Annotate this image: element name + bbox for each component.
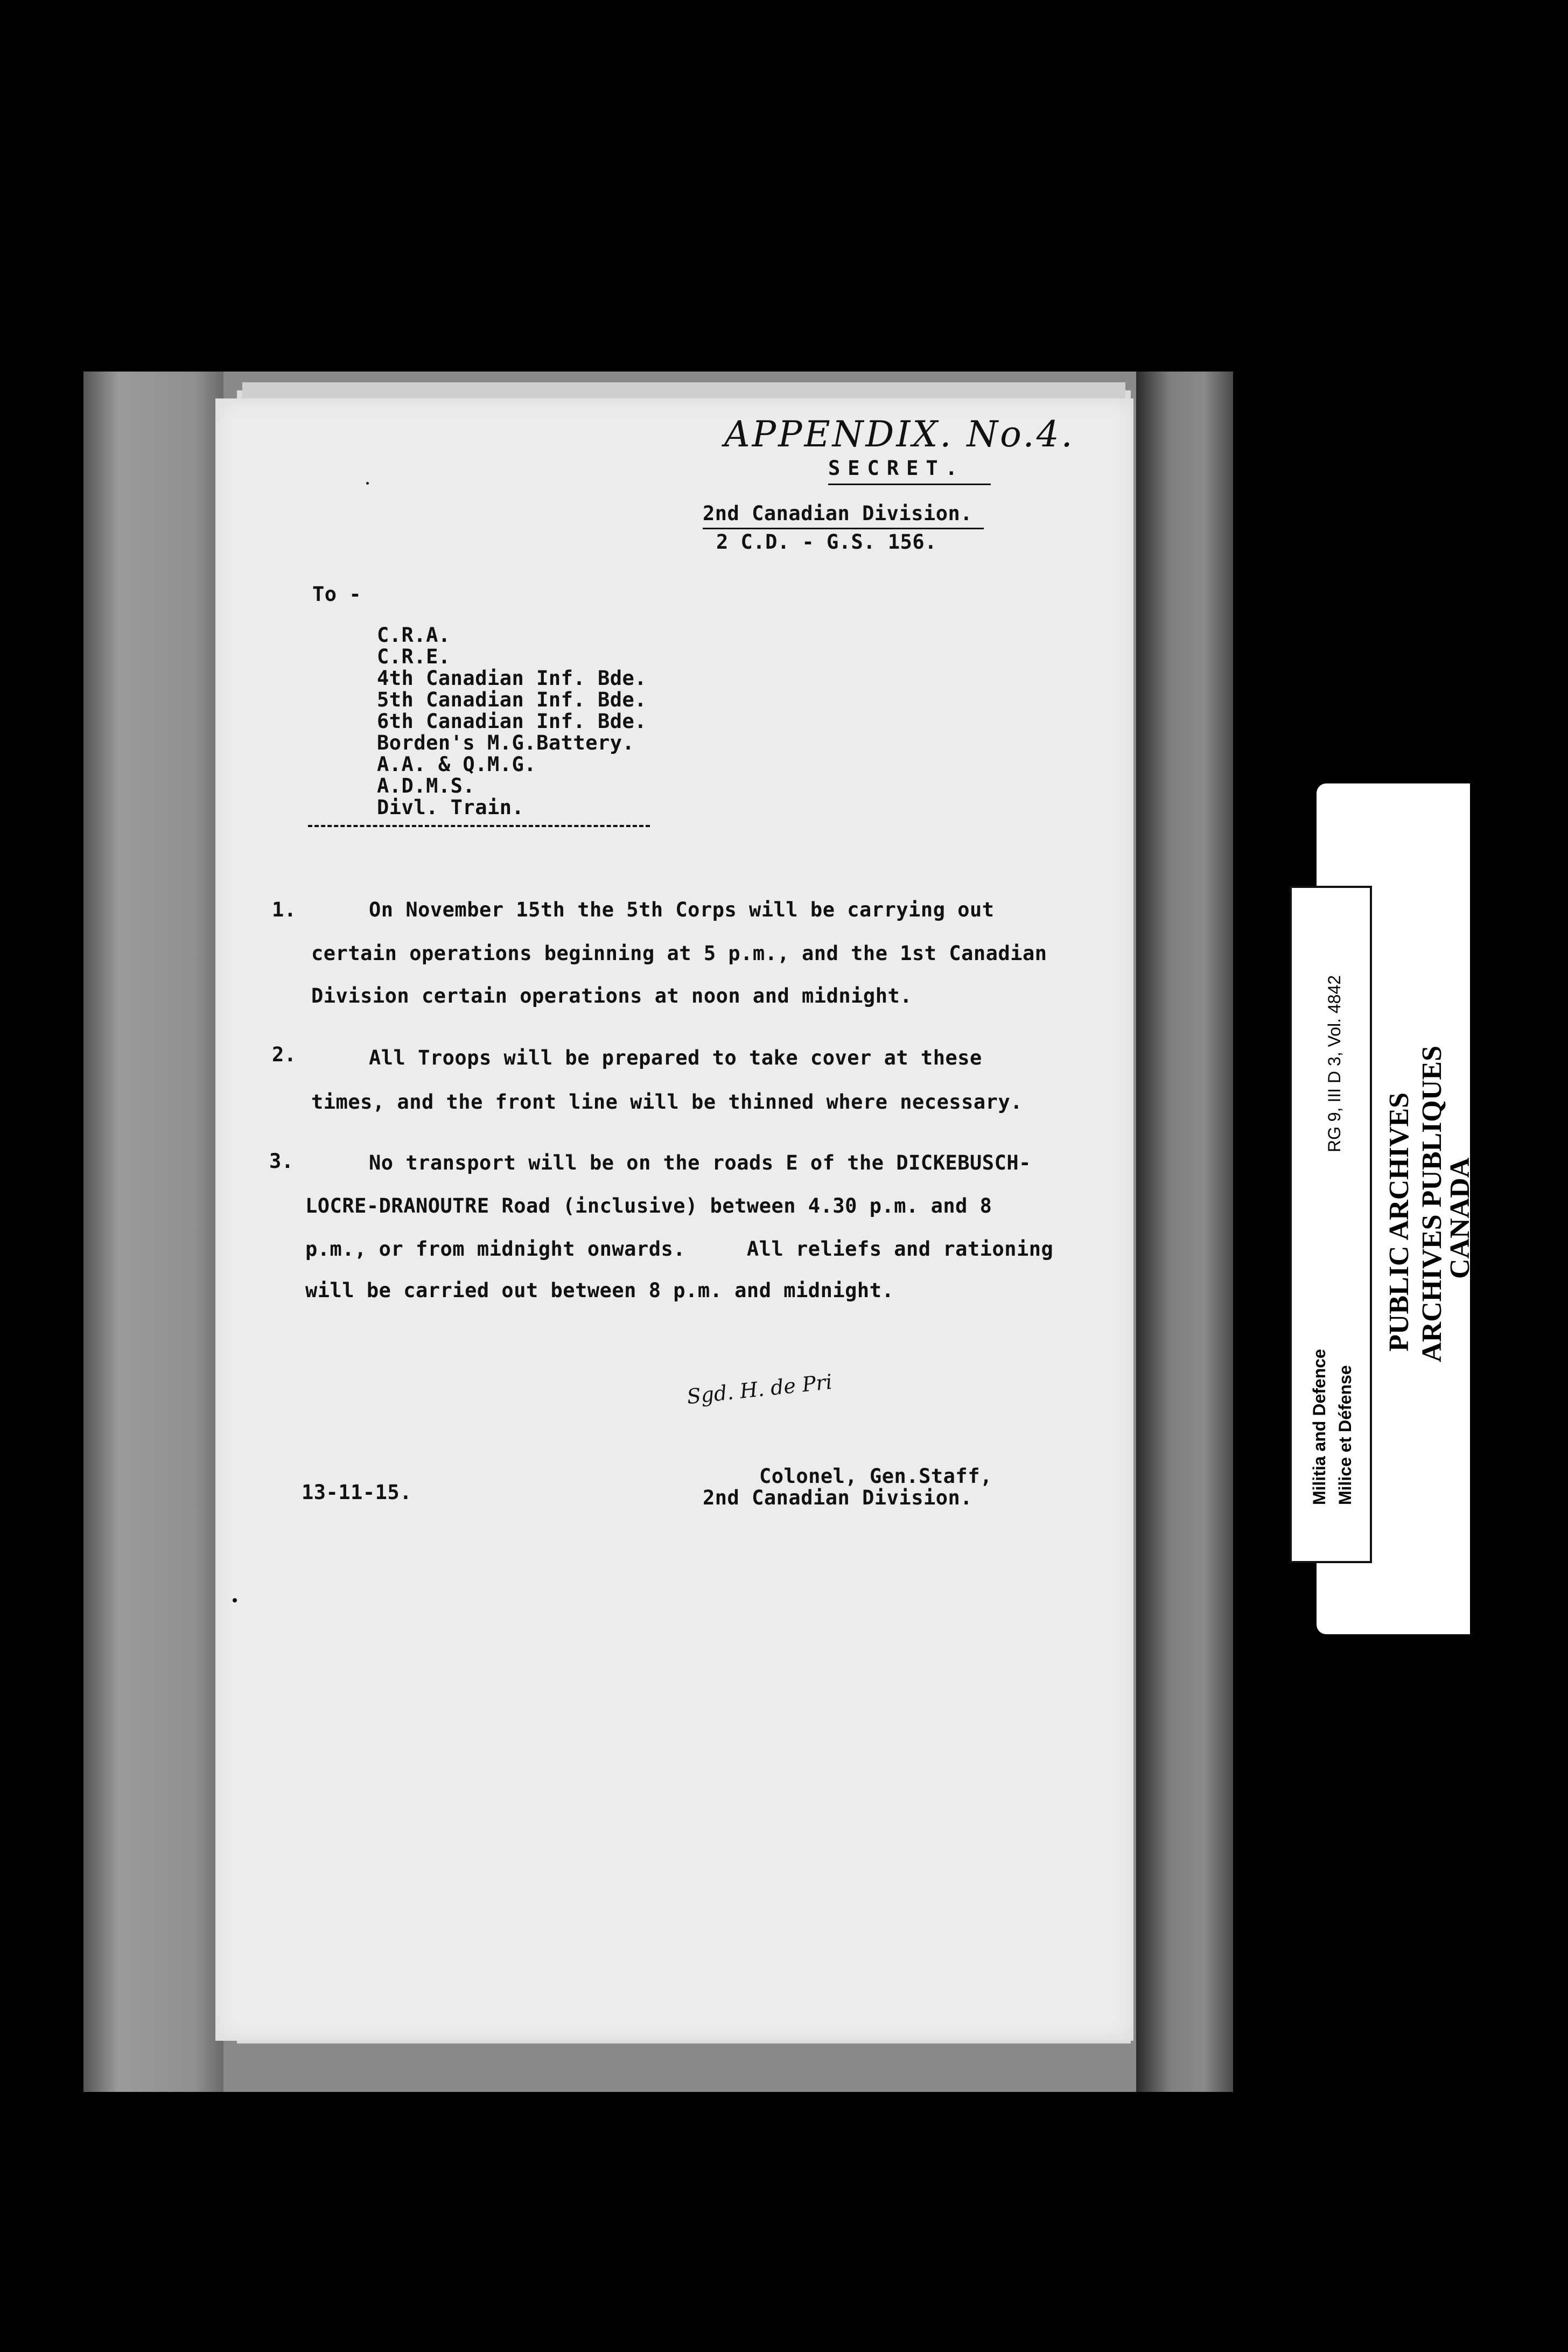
- paragraph-line: No transport will be on the roads E of the DICKEBUSCH-: [369, 1151, 1031, 1174]
- recipient: Borden's M.G.Battery.: [377, 731, 635, 754]
- paper-speck: [233, 1598, 237, 1602]
- appendix-label: APPENDIX. No.4.: [724, 414, 1075, 455]
- paragraph-line: Division certain operations at noon and midnight.: [311, 984, 913, 1007]
- paragraph-number: 2.: [272, 1043, 297, 1066]
- document-date: 13-11-15.: [302, 1481, 412, 1504]
- paragraph-line: On November 15th the 5th Corps will be carrying out: [369, 898, 995, 921]
- recipient: 6th Canadian Inf. Bde.: [377, 710, 647, 733]
- archive-country: CANADA: [1445, 1157, 1475, 1279]
- paper-speck: [366, 482, 369, 485]
- division-underline: [703, 528, 984, 529]
- paragraph-line: certain operations beginning at 5 p.m., and the 1st Canadian: [311, 942, 1047, 965]
- dashed-separator: [308, 825, 650, 827]
- reference-number: 2 C.D. - G.S. 156.: [716, 530, 937, 554]
- folder-right-edge: [1136, 372, 1233, 2092]
- recipient: 4th Canadian Inf. Bde.: [377, 667, 647, 690]
- document-page: [215, 398, 1133, 2041]
- signatory-title: Colonel, Gen.Staff,: [759, 1465, 992, 1488]
- paragraph-line: All Troops will be prepared to take cover at these: [369, 1046, 982, 1069]
- paragraph-line: p.m., or from midnight onwards. All reliefs and rationing: [305, 1237, 1054, 1261]
- archive-fonds-en: Militia and Defence: [1310, 1349, 1329, 1505]
- to-label: To -: [312, 583, 362, 606]
- paragraph-number: 3.: [269, 1150, 294, 1173]
- paragraph-line: times, and the front line will be thinned where necessary.: [311, 1090, 1023, 1114]
- recipient: 5th Canadian Inf. Bde.: [377, 688, 647, 711]
- paragraph-number: 1.: [272, 898, 297, 921]
- recipient: A.D.M.S.: [377, 774, 475, 797]
- classification-label: SECRET.: [828, 457, 965, 480]
- signatory-unit: 2nd Canadian Division.: [703, 1486, 973, 1509]
- folder-left-edge: [83, 372, 223, 2092]
- recipient: C.R.A.: [377, 624, 451, 647]
- archive-fonds-fr: Milice et Défense: [1335, 1365, 1355, 1505]
- signature: Sgd. H. de Pri: [685, 1369, 834, 1409]
- paragraph-line: will be carried out between 8 p.m. and midnight.: [305, 1279, 894, 1302]
- recipient: A.A. & Q.M.G.: [377, 753, 537, 776]
- division-header: 2nd Canadian Division.: [703, 502, 973, 525]
- recipient: Divl. Train.: [377, 796, 524, 819]
- recipient: C.R.E.: [377, 645, 451, 668]
- archive-reference: RG 9, III D 3, Vol. 4842: [1325, 975, 1344, 1152]
- archive-name-en: PUBLIC ARCHIVES: [1384, 1092, 1415, 1352]
- archive-name-fr: ARCHIVES PUBLIQUES: [1417, 1045, 1447, 1362]
- classification-underline: [828, 484, 991, 485]
- paragraph-line: LOCRE-DRANOUTRE Road (inclusive) between 4.30 p.m. and 8: [305, 1194, 992, 1217]
